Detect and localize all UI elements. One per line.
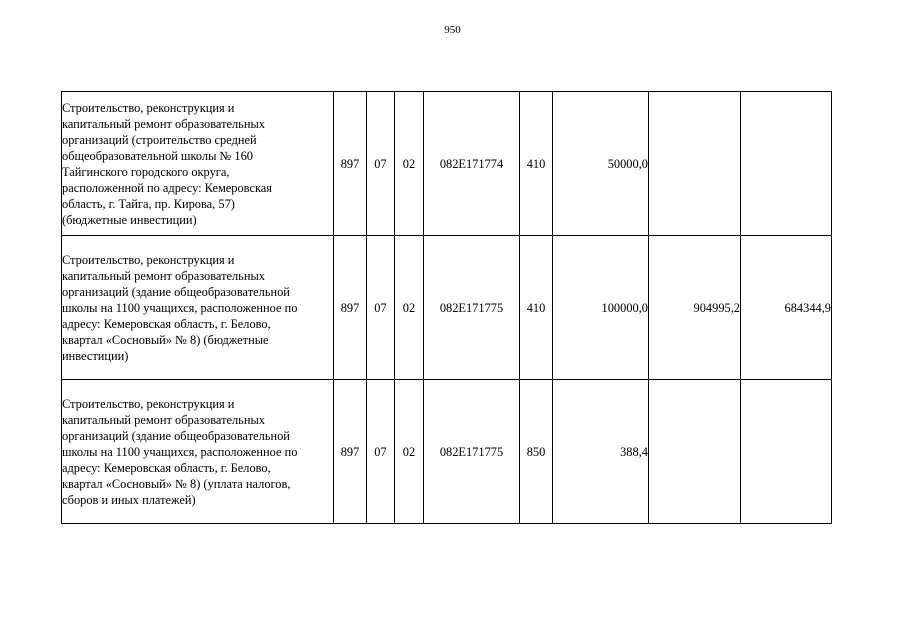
budget-table bbox=[61, 91, 832, 524]
subsection-code: 02 bbox=[395, 236, 424, 380]
amount-3 bbox=[741, 380, 832, 524]
ministry-code: 897 bbox=[334, 92, 367, 236]
section-code: 07 bbox=[367, 92, 395, 236]
amount-1: 100000,0 bbox=[553, 236, 649, 380]
ministry-code: 897 bbox=[334, 236, 367, 380]
target-article-code: 082E171775 bbox=[424, 380, 520, 524]
table-row bbox=[62, 236, 832, 380]
row-description: Строительство, реконструкция и капитальный ремонт образовательных организаций (строительство средней общеобразовательной школы № 160 Тайгинского городского округа, расположенной по адресу: Кемеровская область, г. Тайга, пр. Кирова, 57) (бюджетные инвестиции) bbox=[62, 92, 334, 236]
section-code: 07 bbox=[367, 380, 395, 524]
amount-2 bbox=[649, 92, 741, 236]
subsection-code: 02 bbox=[395, 380, 424, 524]
ministry-code: 897 bbox=[334, 380, 367, 524]
table-row bbox=[62, 92, 832, 236]
amount-3: 684344,9 bbox=[741, 236, 832, 380]
expense-type-code: 410 bbox=[520, 236, 553, 380]
target-article-code: 082E171774 bbox=[424, 92, 520, 236]
row-description: Строительство, реконструкция и капитальный ремонт образовательных организаций (здание общеобразовательной школы на 1100 учащихся, расположенное по адресу: Кемеровская область, г. Белово, квартал «Сосновый» № 8) (уплата налогов, сборов и иных платежей) bbox=[62, 380, 334, 524]
amount-1: 388,4 bbox=[553, 380, 649, 524]
subsection-code: 02 bbox=[395, 92, 424, 236]
section-code: 07 bbox=[367, 236, 395, 380]
amount-2: 904995,2 bbox=[649, 236, 741, 380]
row-description: Строительство, реконструкция и капитальный ремонт образовательных организаций (здание общеобразовательной школы на 1100 учащихся, расположенное по адресу: Кемеровская область, г. Белово, квартал «Сосновый» № 8) (бюджетные инвестиции) bbox=[62, 236, 334, 380]
amount-2 bbox=[649, 380, 741, 524]
expense-type-code: 850 bbox=[520, 380, 553, 524]
page-number: 950 bbox=[444, 24, 461, 36]
table-row bbox=[62, 380, 832, 524]
amount-1: 50000,0 bbox=[553, 92, 649, 236]
expense-type-code: 410 bbox=[520, 92, 553, 236]
target-article-code: 082E171775 bbox=[424, 236, 520, 380]
amount-3 bbox=[741, 92, 832, 236]
